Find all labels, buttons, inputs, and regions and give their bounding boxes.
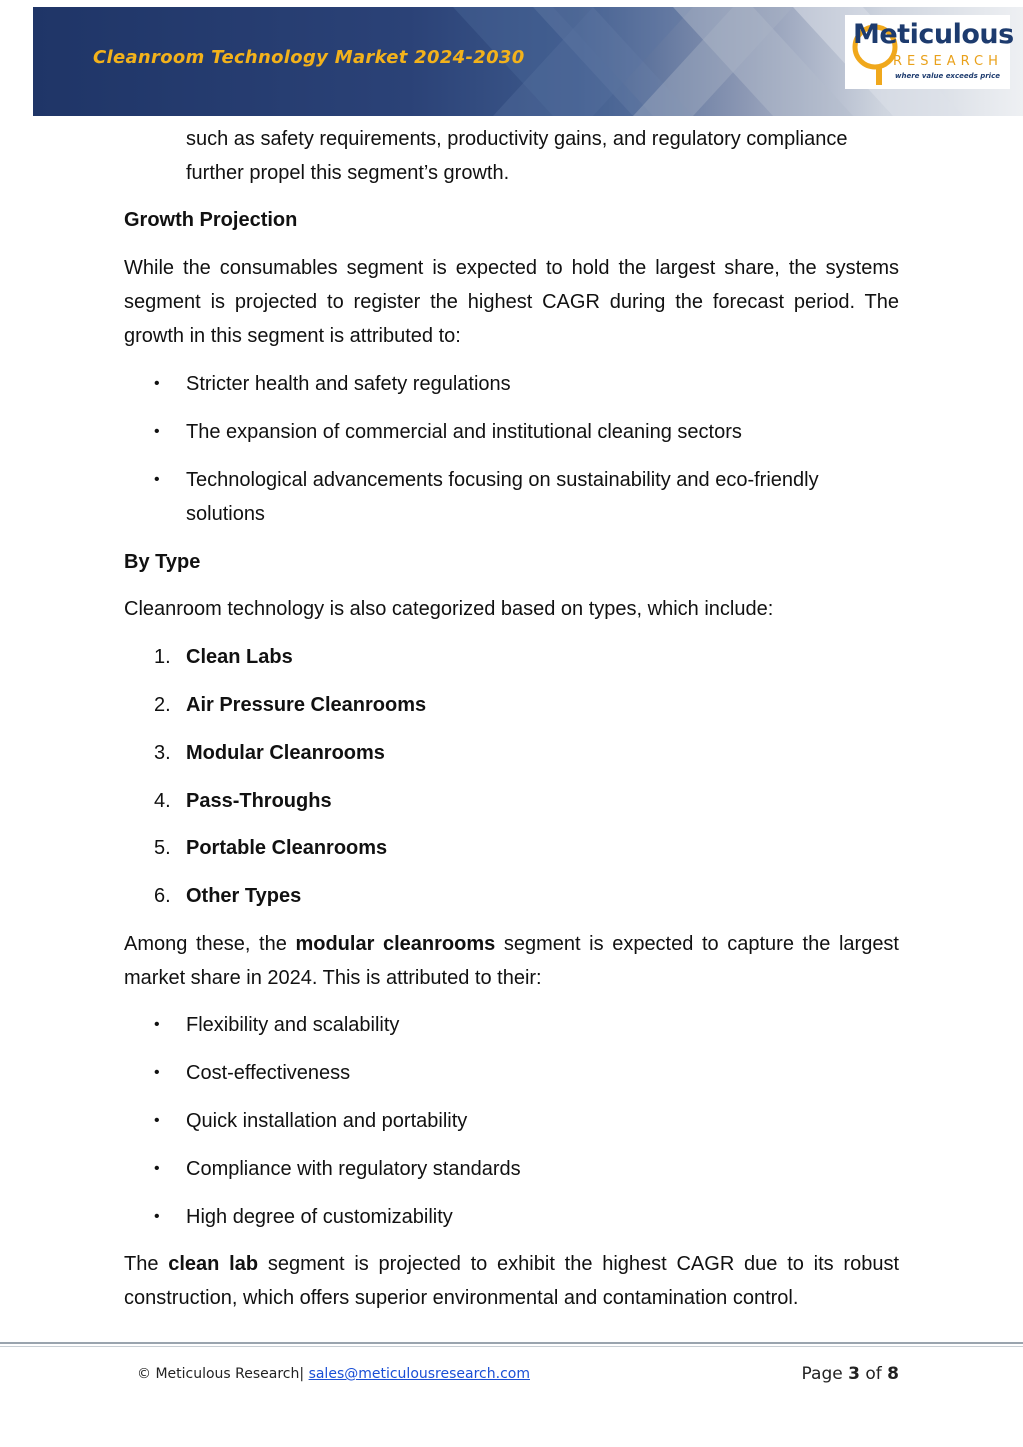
bullet-marker: • xyxy=(154,1064,160,1081)
growth-paragraph: While the consumables segment is expected to hold the largest share, the systems segment is projected to register the highest CAGR during the forecast period. The growth in this segment is attributed to: xyxy=(124,257,899,347)
list-number: 2. xyxy=(154,694,171,716)
list-number: 6. xyxy=(154,885,171,907)
type-heading: By Type xyxy=(124,551,201,573)
footer-divider-secondary xyxy=(0,1346,1023,1347)
report-title: Cleanroom Technology Market 2024-2030 xyxy=(93,47,525,68)
header-banner xyxy=(33,7,1023,116)
logo-name: Meticulous xyxy=(853,19,1014,50)
modular-pre: Among these, the xyxy=(124,933,296,955)
type-label: Air Pressure Cleanrooms xyxy=(186,694,427,716)
list-number: 5. xyxy=(154,837,171,859)
footer-copyright xyxy=(137,1366,530,1382)
growth-heading: Growth Projection xyxy=(124,209,298,231)
bullet-marker: • xyxy=(154,1208,160,1225)
modular-bold: modular cleanrooms xyxy=(295,933,496,955)
bullet-marker: • xyxy=(154,1160,160,1177)
type-label: Modular Cleanrooms xyxy=(186,742,385,764)
page-label: Page xyxy=(801,1364,843,1384)
type-label: Portable Cleanrooms xyxy=(186,837,388,859)
bullet-text: Technological advancements focusing on sustainability and eco-friendly solutions xyxy=(186,469,819,525)
modular-paragraph xyxy=(124,927,899,995)
cleanlab-pre: The xyxy=(124,1253,169,1275)
type-label: Other Types xyxy=(186,885,302,907)
page-current: 3 xyxy=(848,1364,860,1384)
bullet-text: The expansion of commercial and institutional cleaning sectors xyxy=(186,421,742,443)
copyright-text: © Meticulous Research| xyxy=(137,1366,305,1382)
email-link[interactable]: sales@meticulousresearch.com xyxy=(308,1366,530,1382)
bullet-text: Cost-effectiveness xyxy=(186,1062,351,1084)
cleanlab-bold: clean lab xyxy=(168,1253,259,1275)
list-number: 4. xyxy=(154,790,171,812)
bullet-marker: • xyxy=(154,1016,160,1033)
type-label: Clean Labs xyxy=(186,646,293,668)
cleanlab-post: segment is projected to exhibit the highest CAGR due to its robust construction, which offers superior environmental and contamination control. xyxy=(124,1253,900,1309)
page-total: 8 xyxy=(887,1364,899,1384)
bullet-marker: • xyxy=(154,375,160,392)
bullet-marker: • xyxy=(154,423,160,440)
logo-tagline: where value exceeds price xyxy=(895,72,1000,80)
bullet-text: Quick installation and portability xyxy=(186,1110,468,1132)
bullet-text: Compliance with regulatory standards xyxy=(186,1158,521,1180)
page-of: of xyxy=(865,1364,882,1384)
bullet-marker: • xyxy=(154,1112,160,1129)
bullet-text: Flexibility and scalability xyxy=(186,1014,400,1036)
list-number: 1. xyxy=(154,646,171,668)
cleanlab-paragraph xyxy=(124,1247,899,1315)
logo-sub: RESEARCH xyxy=(893,54,1003,69)
bullet-marker: • xyxy=(154,471,160,488)
intro-continuation: such as safety requirements, productivity gains, and regulatory compliance further propel this segment’s growth. xyxy=(186,128,848,184)
meticulous-logo xyxy=(845,15,1014,89)
type-paragraph: Cleanroom technology is also categorized based on types, which include: xyxy=(124,598,774,620)
list-number: 3. xyxy=(154,742,171,764)
bullet-text: Stricter health and safety regulations xyxy=(186,373,511,395)
type-label: Pass-Throughs xyxy=(186,790,332,812)
page-indicator xyxy=(802,1364,899,1384)
footer-divider xyxy=(0,1342,1023,1344)
bullet-text: High degree of customizability xyxy=(186,1206,453,1228)
modular-post: segment is expected to capture the largest market share in 2024. This is attributed to their: xyxy=(124,933,899,989)
